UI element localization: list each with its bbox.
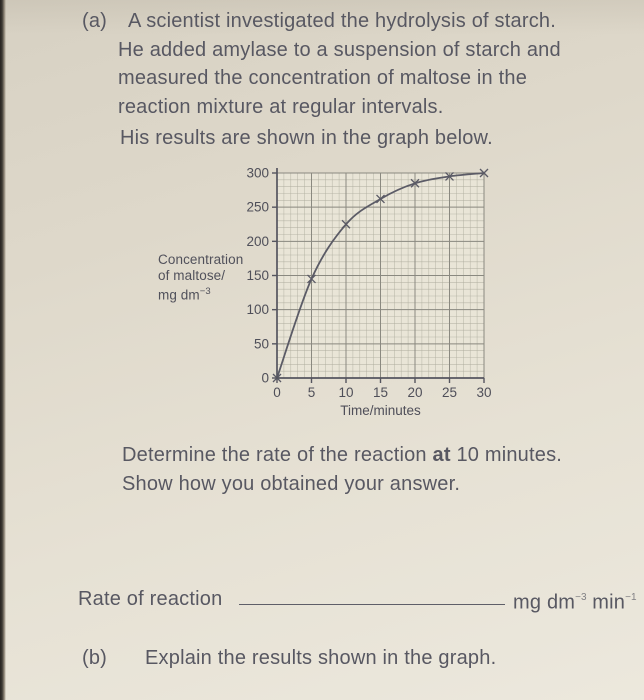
- svg-text:Time/minutes: Time/minutes: [340, 403, 421, 418]
- results-intro-text: His results are shown in the graph below.: [120, 127, 493, 149]
- question-a-line: reaction mixture at regular intervals.: [118, 95, 444, 118]
- determine-line-2: Show how you obtained your answer.: [122, 472, 461, 495]
- maltose-concentration-graph: [150, 158, 500, 428]
- svg-text:300: 300: [246, 165, 269, 181]
- question-b-text: Explain the results shown in the graph.: [145, 647, 497, 669]
- svg-text:0: 0: [273, 385, 281, 400]
- svg-text:150: 150: [246, 268, 269, 283]
- svg-text:20: 20: [407, 385, 423, 400]
- rate-unit-text: mg $dm^{-3}$ $\min^{-1}$: [513, 591, 637, 614]
- rate-of-reaction-label: Rate of reaction: [78, 588, 223, 610]
- svg-text:0: 0: [261, 370, 269, 386]
- svg-text:100: 100: [246, 302, 269, 318]
- determine-line-1: Determine the rate of the reaction at 10 minutes.: [122, 444, 563, 466]
- svg-text:10: 10: [338, 385, 354, 400]
- question-a-line: He added amylase to a suspension of starch and: [118, 38, 561, 61]
- svg-text:30: 30: [476, 385, 492, 400]
- svg-text:200: 200: [246, 233, 269, 249]
- y-axis-label: Concentration of maltose/ mg $dm^{-3}$: [158, 252, 244, 303]
- determine-instruction: [122, 441, 622, 498]
- svg-text:50: 50: [253, 336, 269, 352]
- page-left-edge-shadow: [0, 0, 6, 700]
- question-a-line: measured the concentration of maltose in the: [118, 67, 528, 90]
- svg-text:25: 25: [441, 385, 458, 400]
- question-a-label: (a): [82, 10, 108, 32]
- svg-text:250: 250: [246, 199, 269, 215]
- svg-text:5: 5: [307, 385, 316, 400]
- question-a-text: [118, 7, 623, 121]
- svg-text:15: 15: [372, 385, 389, 400]
- question-a-line: A scientist investigated the hydrolysis of starch.: [128, 10, 556, 32]
- question-b-label: (b): [82, 647, 108, 669]
- answer-blank-line: [239, 585, 505, 605]
